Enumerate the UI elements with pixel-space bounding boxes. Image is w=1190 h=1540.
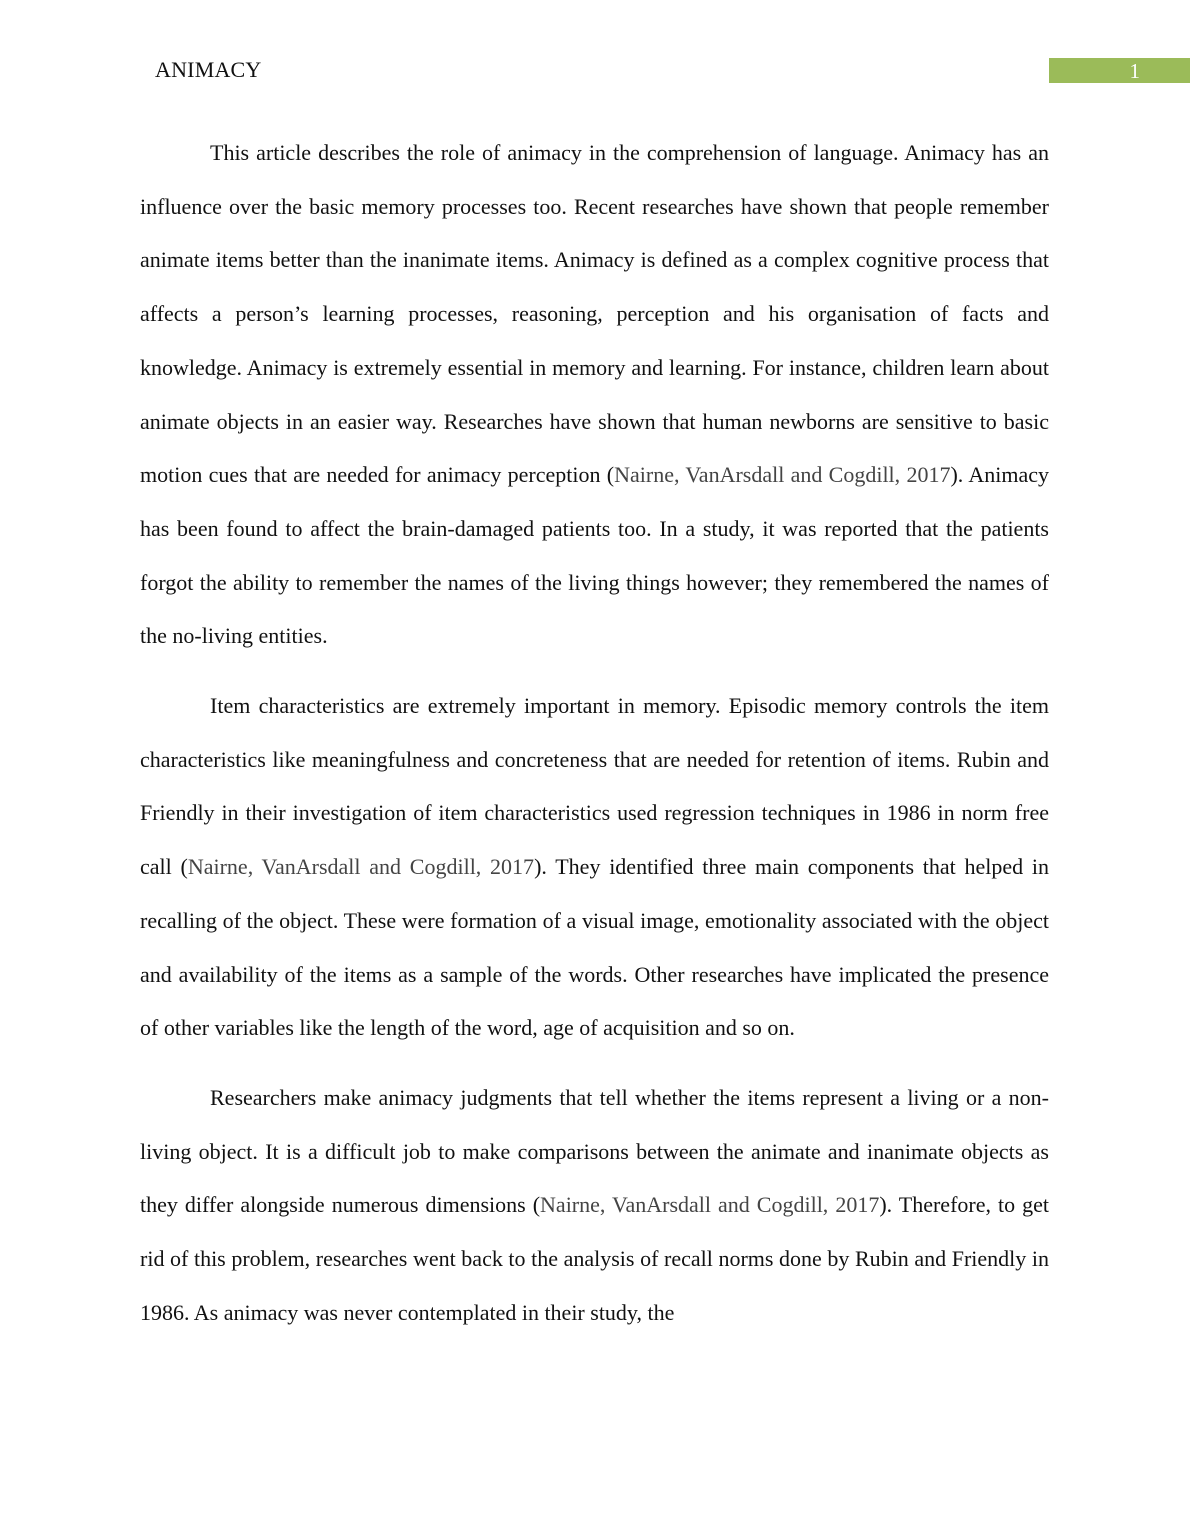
paragraph-text: ). Animacy has been found to affect the brain-damaged patients too. In a study, it was reported that the patients forgot the ability to remember the names of the living things however; they remembered the names of the no-living entities. — [140, 462, 1049, 649]
paragraph-text: Researchers make animacy judgments that tell whether the items represent a living or a non- living object. It is a difficult job to make comparisons between the animate and inanimate objects as they differ alongside numerous dimensions ( — [140, 1084, 1049, 1218]
paragraph-text: This article describes the role of animacy in the comprehension of language. Animacy has an influence over the basic memory processes too. Recent researches have shown that people remember animate items better than the inanimate items. Animacy is defined as a complex cognitive process that affects a person’s learning processes, reasoning, perception and his organisation of facts and knowledge. Animacy is extremely essential in memory and learning. For instance, children learn about animate objects in an easier way. Researches have shown that human newborns are sensitive to basic motion cues that are needed for animacy perception ( — [140, 140, 1049, 488]
citation: Nairne, VanArsdall and Cogdill, 2017 — [540, 1192, 880, 1218]
paragraph-1 — [140, 126, 1049, 663]
page-number: 1 — [1129, 59, 1140, 83]
document-body — [140, 126, 1049, 1355]
page-number-badge — [1049, 58, 1190, 83]
paragraph-text: Item characteristics are extremely important in memory. Episodic memory controls the item characteristics like meaningfulness and concreteness that are needed for retention of items. Rubin and Friendly in their investigation of item characteristics used regression techniques in 1986 in norm free call ( — [140, 693, 1049, 880]
running-head: ANIMACY — [155, 57, 262, 82]
paragraph-2 — [140, 679, 1049, 1055]
citation: Nairne, VanArsdall and Cogdill, 2017 — [614, 462, 951, 488]
paragraph-text: ). Therefore, to get rid of this problem, researches went back to the analysis of recall norms done by Rubin and Friendly in 1986. As animacy was never contemplated in their study, the — [140, 1192, 1050, 1325]
paragraph-text: ). They identified three main components that helped in recalling of the object. These were formation of a visual image, emotionality associated with the object and availability of the items as a sample of the words. Other researches have implicated the presence of other variables like the length of the word, age of acquisition and so on. — [140, 854, 1050, 1041]
citation: Nairne, VanArsdall and Cogdill, 2017 — [187, 854, 535, 880]
paragraph-3 — [140, 1071, 1049, 1340]
